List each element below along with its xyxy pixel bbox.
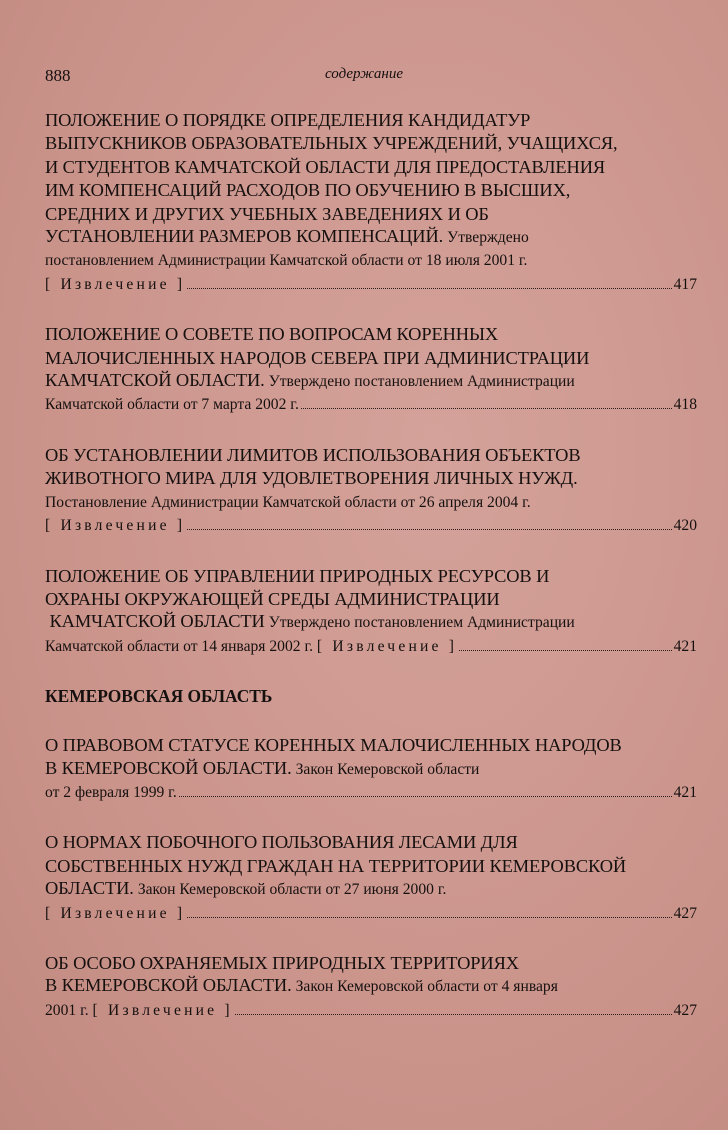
toc-leader-line bbox=[45, 902, 697, 925]
toc-leader-line bbox=[45, 393, 697, 416]
title-desc-line bbox=[45, 975, 697, 998]
title-line: О НОРМАХ ПОБОЧНОГО ПОЛЬЗОВАНИЯ ЛЕСАМИ ДЛЯ bbox=[45, 832, 518, 853]
entry-title bbox=[45, 323, 697, 370]
page-number: 888 bbox=[45, 66, 71, 85]
toc-entry[interactable] bbox=[45, 734, 697, 804]
title-desc-line bbox=[45, 611, 697, 634]
page-ref[interactable]: 421 bbox=[673, 637, 697, 655]
page-header bbox=[45, 66, 683, 86]
title-line: ЖИВОТНОГО МИРА ДЛЯ УДОВЛЕТВОРЕНИЯ ЛИЧНЫХ НУЖД. bbox=[45, 468, 578, 489]
entry-description: Закон Кемеровской области bbox=[295, 760, 480, 778]
entry-title bbox=[45, 444, 697, 491]
title-desc-line bbox=[45, 226, 697, 249]
entry-description: Утверждено bbox=[447, 229, 529, 247]
extract-note: [ Извлечение ] bbox=[316, 637, 458, 655]
title-line: УСТАНОВЛЕНИИ РАЗМЕРОВ КОМПЕНСАЦИЙ. bbox=[45, 226, 444, 247]
entry-description: от 2 февраля 1999 г. bbox=[45, 783, 177, 801]
entry-description: Постановление Администрации Камчатской области от 26 апреля 2004 г. bbox=[45, 493, 531, 511]
dot-leader bbox=[187, 917, 671, 918]
page-ref[interactable]: 421 bbox=[673, 783, 697, 801]
entry-description: 2001 г. bbox=[45, 1001, 89, 1019]
title-line: КАМЧАТСКОЙ ОБЛАСТИ. bbox=[45, 370, 265, 391]
entry-description: Утверждено постановлением Администрации bbox=[268, 614, 575, 632]
title-line: ОХРАНЫ ОКРУЖАЮЩЕЙ СРЕДЫ АДМИНИСТРАЦИИ bbox=[45, 588, 500, 609]
page-ref[interactable]: 420 bbox=[673, 517, 697, 535]
extract-note: [ Извлечение ] bbox=[45, 904, 186, 922]
toc-leader-line bbox=[45, 273, 697, 296]
entry-title bbox=[45, 565, 697, 612]
dot-leader bbox=[187, 529, 671, 530]
toc-leader-line bbox=[45, 999, 697, 1022]
toc-entry[interactable] bbox=[45, 109, 697, 296]
toc-leader-line bbox=[45, 635, 697, 658]
section-heading: КЕМЕРОВСКАЯ ОБЛАСТЬ bbox=[45, 686, 273, 707]
entry-description: постановлением Администрации Камчатской области от 18 июля 2001 г. bbox=[45, 252, 528, 270]
dot-leader bbox=[301, 408, 672, 409]
page-ref[interactable]: 427 bbox=[673, 904, 697, 922]
toc-entry[interactable] bbox=[45, 323, 697, 417]
title-line: МАЛОЧИСЛЕННЫХ НАРОДОВ СЕВЕРА ПРИ АДМИНИСТРАЦИИ bbox=[45, 347, 590, 368]
toc-leader-line bbox=[45, 514, 697, 537]
entry-title bbox=[45, 952, 697, 975]
title-line: СОБСТВЕННЫХ НУЖД ГРАЖДАН НА ТЕРРИТОРИИ КЕМЕРОВСКОЙ bbox=[45, 855, 627, 876]
table-of-contents bbox=[45, 109, 697, 1049]
page-ref[interactable]: 427 bbox=[673, 1001, 697, 1019]
title-line: КАМЧАТСКОЙ ОБЛАСТИ bbox=[45, 611, 265, 632]
page-ref[interactable]: 417 bbox=[673, 275, 697, 293]
entry-description: Камчатской области от 7 марта 2002 г. bbox=[45, 396, 299, 414]
toc-entry[interactable] bbox=[45, 831, 697, 925]
title-line: ОБ УСТАНОВЛЕНИИ ЛИМИТОВ ИСПОЛЬЗОВАНИЯ ОБЪЕКТОВ bbox=[45, 444, 581, 465]
title-line: О ПРАВОВОМ СТАТУСЕ КОРЕННЫХ МАЛОЧИСЛЕННЫХ НАРОДОВ bbox=[45, 735, 622, 756]
page-ref[interactable]: 418 bbox=[673, 396, 697, 414]
entry-title bbox=[45, 109, 697, 226]
title-line: ПОЛОЖЕНИЕ О СОВЕТЕ ПО ВОПРОСАМ КОРЕННЫХ bbox=[45, 324, 499, 345]
entry-title bbox=[45, 734, 697, 757]
dot-leader bbox=[187, 288, 671, 289]
toc-entry[interactable] bbox=[45, 444, 697, 538]
running-title: содержание bbox=[325, 66, 403, 82]
entry-description: Закон Кемеровской области от 27 июня 2000 г. bbox=[137, 881, 447, 899]
entry-description: Камчатской области от 14 января 2002 г. bbox=[45, 637, 314, 655]
title-desc-line bbox=[45, 878, 697, 901]
entry-description: Утверждено постановлением Администрации bbox=[268, 373, 575, 391]
toc-entry[interactable] bbox=[45, 952, 697, 1022]
title-line: И СТУДЕНТОВ КАМЧАТСКОЙ ОБЛАСТИ ДЛЯ ПРЕДОСТАВЛЕНИЯ bbox=[45, 156, 606, 177]
dot-leader bbox=[179, 796, 672, 797]
title-line: ОБЛАСТИ. bbox=[45, 878, 134, 899]
dot-leader bbox=[235, 1014, 672, 1015]
title-line: ВЫПУСКНИКОВ ОБРАЗОВАТЕЛЬНЫХ УЧРЕЖДЕНИЙ, УЧАЩИХСЯ, bbox=[45, 133, 618, 154]
toc-entry[interactable] bbox=[45, 565, 697, 659]
extract-note: [ Извлечение ] bbox=[92, 1001, 233, 1019]
extract-note: [ Извлечение ] bbox=[45, 517, 186, 535]
dot-leader bbox=[459, 650, 671, 651]
title-line: ПОЛОЖЕНИЕ О ПОРЯДКЕ ОПРЕДЕЛЕНИЯ КАНДИДАТУР bbox=[45, 110, 531, 130]
toc-leader-line bbox=[45, 781, 697, 804]
title-line: ПОЛОЖЕНИЕ ОБ УПРАВЛЕНИИ ПРИРОДНЫХ РЕСУРСОВ И bbox=[45, 565, 550, 586]
title-line: В КЕМЕРОВСКОЙ ОБЛАСТИ. bbox=[45, 975, 292, 996]
title-desc-line bbox=[45, 758, 697, 781]
extract-note: [ Извлечение ] bbox=[45, 275, 186, 293]
title-desc-line bbox=[45, 370, 697, 393]
title-line: ИМ КОМПЕНСАЦИЙ РАСХОДОВ ПО ОБУЧЕНИЮ В ВЫСШИХ, bbox=[45, 180, 571, 201]
title-line: СРЕДНИХ И ДРУГИХ УЧЕБНЫХ ЗАВЕДЕНИЯХ И ОБ bbox=[45, 203, 489, 224]
entry-title bbox=[45, 831, 697, 878]
title-line: В КЕМЕРОВСКОЙ ОБЛАСТИ. bbox=[45, 757, 292, 778]
title-line: ОБ ОСОБО ОХРАНЯЕМЫХ ПРИРОДНЫХ ТЕРРИТОРИЯХ bbox=[45, 952, 519, 973]
entry-description: Закон Кемеровской области от 4 января bbox=[295, 978, 558, 996]
